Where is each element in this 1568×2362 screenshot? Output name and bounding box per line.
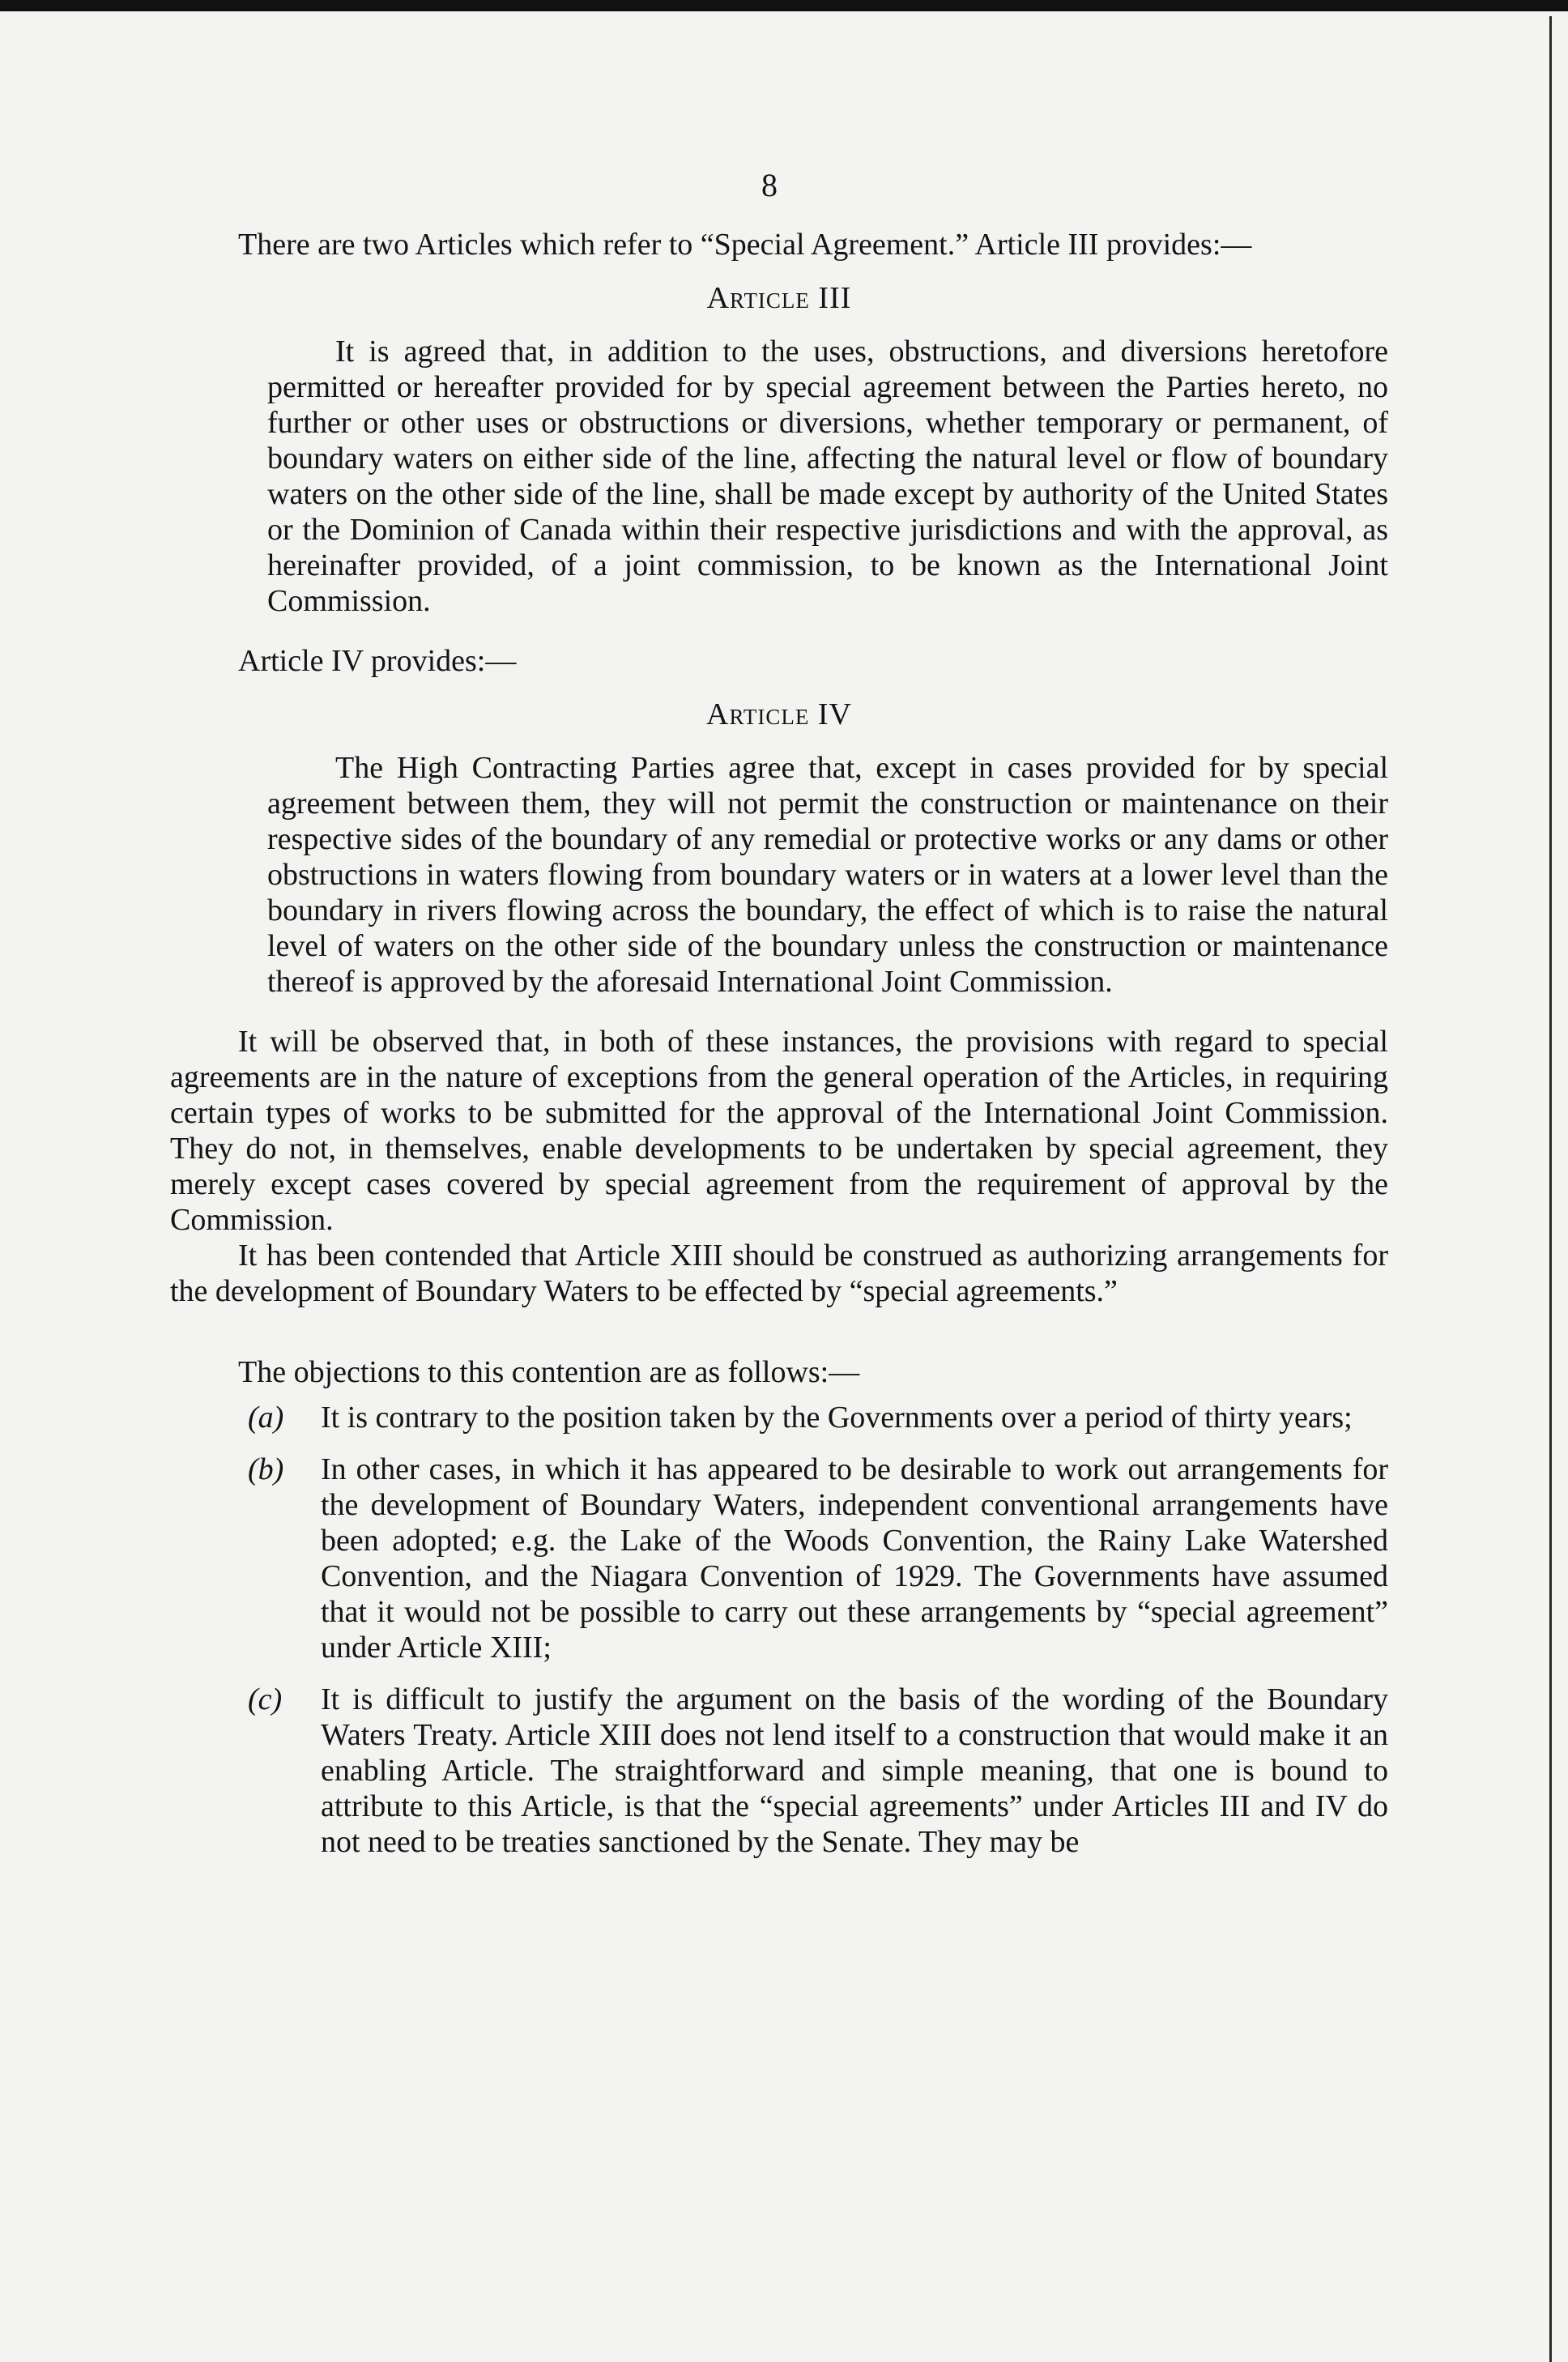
objection-item xyxy=(170,1400,1388,1435)
objection-marker: (b) xyxy=(248,1452,284,1486)
page-number: 8 xyxy=(761,167,778,203)
objection-marker: (c) xyxy=(248,1682,283,1716)
observation-paragraph: It will be observed that, in both of these instances, the provisions with regard to special agreements are in the nature of exceptions from the general operation of the Articles, in requiring certain types of works to be submitted for the approval of the International Joint Commission. They do not, in themselves, enable developments to be undertaken by special agreement, they merely except cases covered by special agreement from the requirement of approval by the Commission. xyxy=(170,1025,1388,1237)
scan-right-edge xyxy=(1549,16,1552,2362)
objections-intro: The objections to this contention are as follows:— xyxy=(238,1355,860,1389)
objection-item xyxy=(170,1682,1388,1860)
intro-paragraph: There are two Articles which refer to “Special Agreement.” Article III provides:— xyxy=(238,228,1252,262)
objection-text: It is difficult to justify the argument on the basis of the wording of the Boundary Waters Treaty. Article XIII does not lend itself to a construction that would make it an enabling Article. The straightforward and simple meaning, that one is bound to attribute to this Article, is that the “special agreements” under Articles III and IV do not need to be treaties sanctioned by the Senate. They may be xyxy=(321,1682,1388,1859)
objection-text: In other cases, in which it has appeared to be desirable to work out arrangements for the development of Boundary Waters, independent conventional arrangements have been adopted; e.g. the Lake of the Woods Convention, the Rainy Lake Watershed Convention, and the Niagara Convention of 1929. The Governments have assumed that it would not be possible to carry out these arrangements by “special agreement” under Article XIII; xyxy=(321,1452,1388,1665)
article-4-heading: Article IV xyxy=(706,697,852,731)
objection-item xyxy=(170,1452,1388,1665)
objections-list xyxy=(170,1400,1388,1860)
article-3-heading: Article III xyxy=(706,281,852,315)
objection-text: It is contrary to the position taken by the Governments over a period of thirty years; xyxy=(321,1401,1353,1435)
article-4-intro: Article IV provides:— xyxy=(238,644,517,678)
article-4-text: The High Contracting Parties agree that, except in cases provided for by special agreement between them, they will not permit the construction or maintenance on their respective sides of the boundary of any remedial or protective works or any dams or other obstructions in waters flowing from boundary waters or in waters at a lower level than the boundary in rivers flowing across the boundary, the effect of which is to raise the natural level of waters on the other side of the boundary unless the construction or maintenance thereof is approved by the aforesaid International Joint Commission. xyxy=(267,751,1388,999)
contention-paragraph: It has been contended that Article XIII should be construed as authorizing arrangements for the development of Boundary Waters to be effected by “special agreements.” xyxy=(170,1239,1388,1308)
page-body xyxy=(170,227,1388,1876)
article-3-text: It is agreed that, in addition to the uses, obstructions, and diversions heretofore permitted or hereafter provided for by special agreement between the Parties hereto, no further or other uses or obstructions or diversions, whether temporary or permanent, of boundary waters on either side of the line, affecting the natural level or flow of boundary waters on the other side of the line, shall be made except by authority of the United States or the Dominion of Canada within their respective jurisdictions and with the approval, as hereinafter provided, of a joint commission, to be known as the International Joint Commission. xyxy=(267,335,1388,618)
objection-marker: (a) xyxy=(248,1401,284,1435)
scan-top-border xyxy=(0,0,1568,11)
